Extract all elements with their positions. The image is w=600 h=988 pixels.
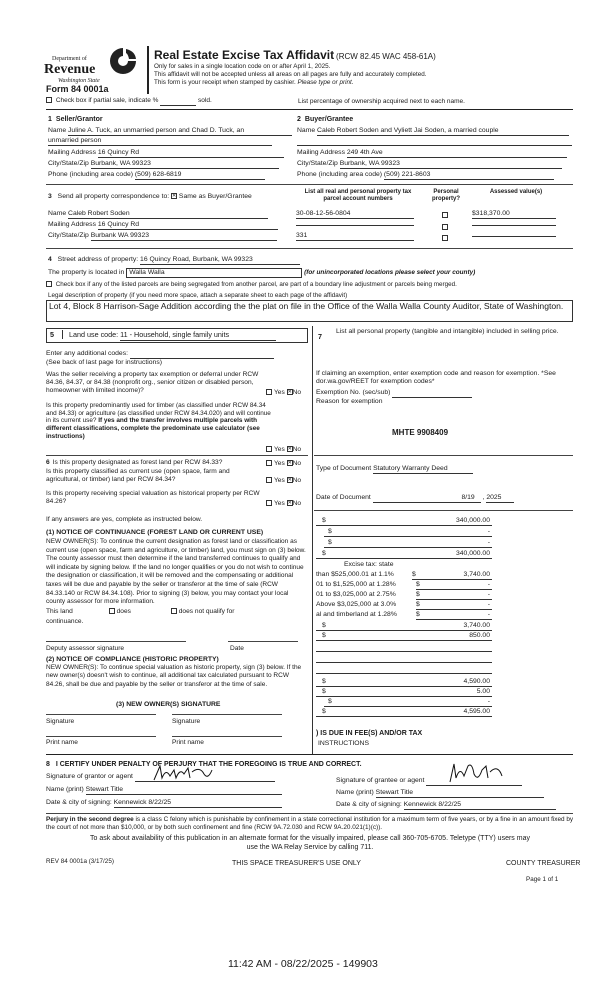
seller-name-row [48,127,292,136]
rev-label: REV 84 0001a (3/17/25) [46,858,114,865]
yes-label: Yes [274,500,285,507]
fee-value: 5.00 [476,688,490,695]
instructions-text: INSTRUCTIONS [318,740,369,747]
assessor-sig-label: Deputy assessor signature [46,645,125,652]
seller-name-field[interactable]: Juline A. Tuck, an unmarried person and Chad D. Tuck, an [68,127,292,136]
blank-row [316,665,492,674]
assessor-date-line [228,641,298,642]
wa-state-label: Washington State [58,78,100,84]
corr-heading-text: Send all property correspondence to: [57,193,170,200]
yes-label: Yes [274,477,285,484]
dollar-sign: $ [322,632,326,639]
ownership-note: List percentage of ownership acquired next to each name. [298,98,465,105]
owner-sig-line [46,714,156,715]
seller-name-row-2 [48,137,272,146]
total-state-value: 3,740.00 [463,622,490,629]
continuance-label: continuance. [46,618,84,625]
additional-codes-field[interactable] [130,350,274,359]
divider [46,184,573,185]
exemption-no-label: Exemption No. (sec/sub) [316,389,391,396]
land-use-field[interactable]: 11 - Household, single family units [120,331,276,341]
form-citation: (RCW 82.45 WAC 458-61A) [336,52,436,61]
no-label: No [292,460,302,467]
grantee-name-field[interactable]: Stewart Title [376,789,544,798]
exemption-yes-no [266,389,301,397]
yes-label: Yes [274,389,285,396]
line-value: - [487,528,490,535]
buyer-phone-row [297,171,554,180]
due-text: ) IS DUE IN FEE(S) AND/OR TAX [316,730,423,737]
buyer-name-field[interactable]: Caleb Robert Soden and Vyliett Jai Soden, a married couple [317,127,569,136]
doc-date-label: Date of Document [316,494,371,501]
local-tax-value: 850.00 [469,632,490,639]
no-label: No [292,477,302,484]
yes-checkbox[interactable] [266,446,272,452]
partial-sold-label: sold. [198,97,212,104]
street-row [48,256,300,265]
header-divider [147,46,149,94]
no-label: No [292,446,302,453]
header-note-2: This affidavit will not be accepted unless all areas on all pages are fully and accurately completed. [154,71,427,78]
land-use-label: Land use code: [62,330,118,339]
blank-row [316,654,492,663]
grantee-date-label: Date & city of signing: [336,801,402,808]
signature-label: Signature [46,718,75,725]
line-value: - [487,698,490,705]
seller-phone-label: Phone (including area code) [48,171,134,178]
seller-city-field[interactable]: Burbank, WA 99323 [91,160,279,169]
grantor-sig-label: Signature of grantor or agent [46,773,133,780]
taxable-row [316,550,492,559]
grantee-sig-label: Signature of grantee or agent [336,777,425,784]
tier-label: 01 to $1,525,000 at 1.28% [316,581,396,588]
assessed-value-row [472,221,556,229]
grantor-date-field[interactable]: Kennewick 8/22/25 [114,799,282,808]
buyer-heading [297,116,353,124]
tier-label: al and timberland at 1.28% [316,611,397,618]
section-number: 1 [48,116,52,123]
assessed-value-field[interactable] [472,236,556,237]
section-number: 8 [46,761,50,768]
receipt-stamp: 11:42 AM - 08/22/2025 - 149903 [228,958,378,970]
buyer-addr-label: Mailing Address [297,149,345,156]
header-note-1: Only for sales in a single location code on or after April 1, 2025. [154,63,331,70]
no-checkbox[interactable]: ✕ [287,389,292,396]
does-not-checkbox[interactable] [171,608,177,614]
no-label: No [292,389,302,396]
buyer-name-field-2[interactable] [297,137,572,146]
fee-row [316,688,492,697]
section-7-divider [312,326,313,754]
treasurer-space: THIS SPACE TREASURER'S USE ONLY [232,860,361,867]
corr-city-label: City/State/Zip [48,232,89,239]
exemption-no-field[interactable] [392,389,472,398]
doc-date-row: Date of Document 8/19 , 2025 [316,494,514,503]
current-use-yes-no [266,477,301,485]
divider [46,455,308,456]
boundary-checkbox[interactable] [46,281,52,287]
section-number: 4 [48,256,52,263]
form-number: Form 84 0001a [46,84,109,94]
subtotal-value: 4,590.00 [463,678,490,685]
no-checkbox[interactable]: ✕ [287,460,292,467]
tier-value: 3,740.00 [463,571,490,578]
does-checkbox[interactable] [109,608,115,614]
buyer-name-row-2 [297,137,572,146]
dollar-sign: $ [322,517,326,524]
personal-property-text: List all personal property (tangible and intangible) included in selling price. [336,328,559,335]
corr-addr-label: Mailing Address [48,221,96,228]
grantor-date-row [46,799,282,808]
grantee-date-field[interactable]: Kennewick 8/22/25 [404,801,556,810]
tier-amount: $ 3,740.00 [412,571,492,580]
yes-label: Yes [274,446,285,453]
assessed-col-header: Assessed value(s) [489,189,543,195]
buyer-addr-row [297,149,567,158]
reason-label: Reason for exemption [316,398,383,405]
exemption-no-row [316,389,472,398]
divider [46,754,573,755]
assessed-value-row [472,232,556,240]
boundary-label: Check box if any of the listed parcels are being segregated from another parcel, are part of a boundary line adjustment or parcels being merged. [55,281,457,288]
corr-name-field[interactable]: Caleb Robert Soden [68,210,268,219]
grantee-name-label: Name (print) [336,789,374,796]
additional-codes-label: Enter any additional codes: [46,350,128,357]
yes-checkbox[interactable] [266,460,272,466]
exemption-question: Was the seller receiving a property tax exemption or deferral under RCW 84.36, 84.37, or 84.38 (nonprofit org., senior citizen or disabled person, homeowner with limited income)? [46,371,259,394]
grantor-name-label: Name (print) [46,786,84,793]
print-name-label: Print name [46,739,78,746]
current-use-question: Is this property classified as current use (open space, farm and agricultural, or timber) land per RCW 84.34? [46,468,230,483]
perjury-bold: Perjury in the second degree [46,816,134,823]
buyer-city-label: City/State/Zip [297,160,338,167]
line-row [324,698,492,707]
taxable-value: 340,000.00 [455,550,490,557]
tier-label: Above $3,025,000 at 3.0% [316,601,397,608]
parcel-number-field[interactable] [296,225,414,226]
doc-year-field[interactable]: 2025 [486,494,514,503]
new-owner-sig-title: (3) NEW OWNER(S) SIGNATURE [116,701,221,708]
dollar-sign: $ [322,550,326,557]
no-checkbox[interactable]: ✕ [287,477,292,484]
buyer-name-row [297,127,569,136]
additional-note: (See back of last page for instructions) [46,359,162,366]
dollar-sign: $ [328,528,332,535]
buyer-phone-label: Phone (including area code) [297,171,383,178]
tier-row [316,591,492,599]
assessed-value-row [472,210,556,219]
additional-codes-row [46,350,274,359]
grantee-signature-icon [446,760,508,786]
tier-row [316,581,492,589]
tier-label: 01 to $3,025,000 at 2.75% [316,591,396,598]
section-number: 7 [318,332,322,341]
divider [46,109,573,110]
revenue-swirl-icon [108,46,138,76]
dept-of-label: Department of [52,56,87,62]
parcel-number-field[interactable]: 30-08-12-56-0804 [296,210,414,219]
dollar-sign: $ [322,622,326,629]
perjury-notice [46,816,574,832]
buyer-city-field[interactable]: Burbank, WA 99323 [340,160,562,169]
divider [46,248,573,249]
dollar-sign: $ [322,678,326,685]
dollar-sign: $ [322,688,326,695]
corr-city-row [48,232,277,241]
historic-yes-no [266,500,301,508]
tier-row [316,601,492,609]
section-number: 3 [48,193,52,200]
legal-label: Legal description of property (if you need more space, attach a separate sheet to each page of the affidavit) [48,292,348,299]
tier-amount: $ - [416,581,492,590]
street-field[interactable]: 16 Quincy Road, Burbank, WA 99323 [140,256,300,265]
forest-yes-no [266,460,301,468]
located-label: The property is located in [48,269,125,276]
section-number: 5 [50,330,54,339]
grantor-signature-icon [150,762,220,784]
total-due-value: 4,595.00 [463,708,490,715]
yes-label: Yes [274,460,285,467]
timber-question [46,402,276,440]
parcel-row [296,221,414,229]
seller-heading-text: Seller/Grantor [55,116,103,123]
buyer-name-label: Name [297,127,316,134]
land-use-row [50,331,276,341]
seller-addr-label: Mailing Address [48,149,96,156]
grantor-date-label: Date & city of signing: [46,799,112,806]
tier-row [316,611,492,619]
line-row [324,539,492,548]
gross-row [316,517,492,526]
state-tax-label: Excise tax: state [344,561,394,568]
qualify-row [46,608,234,616]
boundary-row [46,281,457,289]
blank-row [316,643,492,652]
legal-description-field[interactable]: Lot 4, Block 8 Harrison-Sage Addition according the the plat on file in the Office of the Walla Walla County Auditor, State of Washington. [46,300,573,322]
header-note-3-text: This form is your receipt when stamped by cashier. [154,79,296,86]
tax-calculation [316,517,572,727]
county-treasurer: COUNTY TREASURER [506,860,581,867]
tier-label: than $525,000.01 at 1.1% [316,571,394,578]
tier-amount: $ - [416,591,492,600]
tier-value: - [487,581,490,588]
timber-question-text: Is this property predominantly used for timber (as classified under RCW 84.34 and 84.33) or agriculture (as classified under RCW 84.34.020) and will continue in its current use? [46,402,271,425]
line-row [324,528,492,537]
print-name-label: Print name [172,739,204,746]
certify-text: I CERTIFY UNDER PENALTY OF PERJURY THAT THE FOREGOING IS TRUE AND CORRECT. [55,761,362,768]
tier-value: - [487,601,490,608]
header-note-3-italic: Please type or print. [297,79,354,86]
buyer-addr-field[interactable]: 249 4th Ave [347,149,567,158]
forest-question [46,459,266,467]
corr-name-label: Name [48,210,67,217]
dollar-sign: $ [328,539,332,546]
doc-type-label: Type of Document [316,465,372,472]
buyer-heading-text: Buyer/Grantee [304,116,354,123]
parcel-col-header: List all real and personal property tax parcel account numbers [304,189,412,203]
section-number: 6 [46,459,50,466]
access-notice: To ask about availability of this publication in an alternate format for the visually impaired, please call 360-705-6705. Teletype (TTY) users may use the WA Relay Service by calling 711. [90,835,530,851]
county-select[interactable]: Walla Walla [126,268,302,278]
does-label: does [116,608,131,615]
parcel-row [296,232,414,241]
doc-type-row [316,465,473,474]
tier-row [316,571,492,579]
corr-addr-row [48,221,278,230]
grantor-name-field[interactable]: Stewart Title [86,786,282,795]
no-checkbox[interactable]: ✕ [287,500,292,507]
local-tax-row [316,632,492,641]
partial-sale-row [46,97,212,106]
section-number: 2 [297,116,301,123]
assessor-date-label: Date [230,645,244,652]
seller-city-label: City/State/Zip [48,160,89,167]
partial-percent-field[interactable] [160,97,196,106]
total-due-row [316,708,492,717]
dollar-sign: $ [322,708,326,715]
same-as-buyer-label: Same as Buyer/Grantee [178,193,252,200]
grantor-name-row [46,786,282,795]
no-checkbox[interactable]: ✕ [287,446,292,453]
located-note: (for unincorporated locations please select your county) [304,269,476,276]
signature-label: Signature [172,718,201,725]
subtotal-row [316,678,492,687]
buyer-phone-field[interactable]: (509) 221-8603 [384,171,554,180]
doc-type-field[interactable]: Statutory Warranty Deed [373,465,473,474]
continuance-title: (1) NOTICE OF CONTINUANCE (FOREST LAND OR CURRENT USE) [46,529,264,536]
parcel-number-field[interactable]: 331 [296,232,414,241]
corr-name-row [48,210,268,219]
print-name-line [172,736,282,737]
divider [314,455,573,456]
revenue-wordmark: Revenue [44,62,96,77]
exemption-text: If claiming an exemption, enter exemption code and reason for exemption. *See dor.wa.gov/REET for exemption codes* [316,370,556,386]
exemption-code: MHTE 9908409 [392,428,449,437]
form-title-text: Real Estate Excise Tax Affidavit [154,48,335,62]
partial-sale-label: Check box if partial sale, indicate % [55,97,159,104]
assessed-value-field[interactable] [472,225,556,226]
divider [46,813,573,814]
continuance-body: NEW OWNER(S): To continue the current designation as forest land or classification as current use (open space, farm and agriculture, or timber) land, you must sign on (3) below. The county assessor must then determine if the land transferred continues to qualify and will indicate by signing below. If the land no longer qualifies or you do not wish to continue the designation or classification, it will be removed and the compensating or additional taxes will be due and payable by the seller or transferor at the time of sale (RCW 84.33.140 or RCW 84.34.108). Prior to signing (3) below, you may contact your local county assessor for more information. [46,538,306,606]
does-not-label: does not qualify for [178,608,235,615]
seller-addr-row [48,149,284,158]
owner-sig-line [172,714,282,715]
seller-name-field-2[interactable]: unmarried person [48,137,272,146]
header-note-3 [154,79,354,87]
seller-phone-field[interactable]: (509) 628-6819 [135,171,265,180]
historic-question: Is this property receiving special valuation as historical property per RCW 84.26? [46,490,260,505]
forest-note: If any answers are yes, complete as instructed below. [46,516,203,523]
personal-property-checkbox[interactable] [442,224,448,230]
grantee-date-row [336,801,556,810]
timber-yes-no [266,446,301,454]
yes-checkbox[interactable] [266,500,272,506]
tier-amount: $ - [416,611,492,620]
tier-value: - [487,591,490,598]
seller-addr-field[interactable]: 16 Quincy Rd [98,149,284,158]
total-state-row [316,622,492,631]
timber-question-bold: If yes and the transfer involves multiple parcels with different classifications, complete the predominate use calculator (see instructions) [46,417,260,440]
doc-date-field[interactable]: 8/19 [373,494,481,503]
buyer-city-row [297,160,562,169]
print-name-line [46,736,156,737]
perjury-text: is a class C felony which is punishable by confinement in a state correctional institution for a maximum term of five years, or by a fine in an amount fixed by the court of not more than $10,000, or by both such confinement and fine (RCW 9A.72.030 and RCW 9A.20.021(1)(c)). [46,816,574,831]
assessor-sig-line [46,641,186,642]
corr-heading [48,193,252,201]
personal-property-checkbox[interactable] [442,212,448,218]
same-as-buyer-checkbox[interactable]: ✕ [172,193,177,200]
personal-col-header: Personal property? [431,189,460,203]
yes-checkbox[interactable] [266,389,272,395]
gross-value: 340,000.00 [455,517,490,524]
assessed-value-field[interactable]: $318,370.00 [472,210,556,219]
tier-value: - [487,611,490,618]
seller-name-label: Name [48,127,67,134]
street-label: Street address of property: [57,256,139,263]
seller-heading [48,116,103,124]
yes-checkbox[interactable] [266,477,272,483]
tier-amount: $ - [416,601,492,610]
historic-body: NEW OWNER(S): To continue special valuation as historic property, sign (3) below. If the new owner(s) doesn't wish to continue, all additional tax calculated pursuant to RCW 84.26, shall be due and payable by the seller or transferor at the time of sale. [46,664,302,688]
divider [314,510,573,511]
corr-city-field[interactable]: Burbank WA 99323 [91,232,277,241]
grantee-name-row [336,789,544,798]
line-value: - [487,539,490,546]
located-row [48,268,475,278]
forest-question-text: Is this property designated as forest land per RCW 84.33? [52,459,223,466]
seller-city-row [48,160,279,169]
form-title [154,48,436,62]
page-number: Page 1 of 1 [526,876,559,883]
corr-addr-field[interactable]: 16 Quincy Rd [98,221,278,230]
dollar-sign: $ [328,698,332,705]
personal-property-checkbox[interactable] [442,235,448,241]
this-land-label: This land [46,608,73,615]
parcel-row [296,210,414,219]
partial-sale-checkbox[interactable] [46,97,52,103]
no-label: No [292,500,302,507]
seller-phone-row [48,171,265,180]
historic-title: (2) NOTICE OF COMPLIANCE (HISTORIC PROPERTY) [46,656,219,663]
